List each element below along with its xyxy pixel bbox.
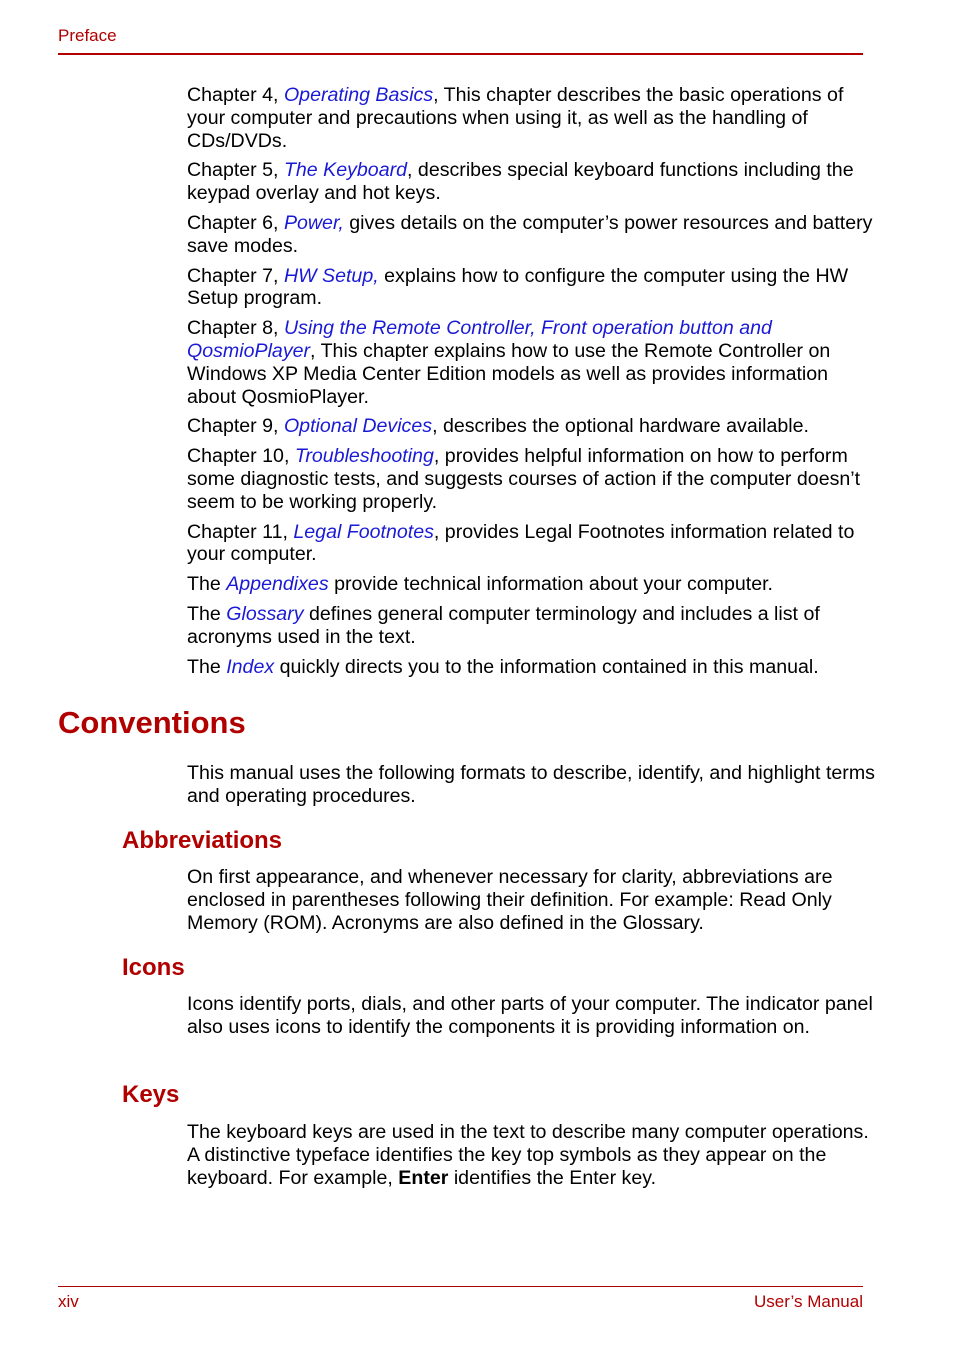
chapter-link[interactable]: Power, (283, 211, 344, 234)
keys-block (187, 1121, 879, 1189)
enter-key-label: Enter (398, 1166, 449, 1189)
chapter-description: , This chapter describes the basic operations of your computer and precautions when using it, as well as the handling of CDs/DVDs. (187, 84, 844, 152)
chapter-prefix: Chapter 10, (187, 445, 295, 468)
keys-text (187, 1121, 879, 1189)
chapter-description: , provides helpful information on how to perform some diagnostic tests, and suggests courses of action if the computer doesn’t seem to be working properly. (187, 445, 861, 513)
chapter-description: gives details on the computer’s power resources and battery save modes. (187, 211, 873, 257)
chapter-description: , describes special keyboard functions including the keypad overlay and hot keys. (187, 159, 854, 205)
chapter-link[interactable]: Operating Basics (283, 84, 434, 106)
chapter-link[interactable]: Legal Footnotes (293, 520, 434, 543)
chapter-description: quickly directs you to the information contained in this manual. (274, 655, 819, 678)
chapter-prefix: Chapter 11, (187, 520, 294, 543)
chapter-link[interactable]: Appendixes (226, 573, 329, 596)
chapter-entry (187, 415, 879, 438)
chapter-link[interactable]: Index (226, 655, 275, 678)
chapter-entry (187, 212, 879, 258)
chapter-entry (187, 265, 879, 311)
chapter-link[interactable]: Using the Remote Controller, Front operation button and QosmioPlayer (187, 317, 772, 362)
chapter-entry (187, 317, 879, 408)
icons-block (187, 993, 879, 1039)
footer-rule (58, 1286, 863, 1287)
page-number: xiv (58, 1292, 79, 1311)
chapter-prefix: Chapter 6, (187, 211, 284, 234)
chapter-entry (187, 656, 879, 679)
chapter-description: , describes the optional hardware available. (432, 415, 809, 438)
chapter-prefix: Chapter 8, (187, 317, 284, 340)
chapter-prefix: The (187, 573, 227, 596)
chapter-prefix: Chapter 5, (187, 159, 284, 182)
chapter-description: , provides Legal Footnotes information related to your computer. (187, 520, 855, 566)
chapter-entry (187, 445, 879, 513)
chapter-description: provide technical information about your computer. (328, 573, 773, 596)
subheading-keys: Keys (122, 1081, 180, 1108)
chapter-link[interactable]: Optional Devices (283, 415, 433, 438)
chapter-entry (187, 84, 879, 152)
chapter-entry (187, 521, 879, 567)
chapter-prefix: Chapter 4, (187, 84, 284, 106)
chapter-description: , This chapter explains how to use the Remote Controller on Windows XP Media Center Edition models as well as provides information about QosmioPlayer. (187, 339, 831, 408)
chapter-description: explains how to configure the computer using the HW Setup program. (187, 264, 849, 310)
abbreviations-block (187, 866, 879, 934)
chapter-entry (187, 573, 879, 596)
icons-text: Icons identify ports, dials, and other parts of your computer. The indicator panel also uses icons to identify the components it is providing information on. (187, 993, 873, 1038)
chapter-link[interactable]: Glossary (226, 602, 304, 625)
chapter-link[interactable]: Troubleshooting (294, 445, 434, 468)
abbreviations-text: On first appearance, and whenever necessary for clarity, abbreviations are enclosed in parentheses following their definition. For example: Read Only Memory (ROM). Acronyms are also defined in the Glossary. (187, 866, 833, 934)
chapter-prefix: Chapter 7, (187, 264, 284, 287)
chapter-description: defines general computer terminology and includes a list of acronyms used in the text. (187, 602, 820, 648)
subheading-icons: Icons (122, 954, 185, 981)
chapter-link[interactable]: HW Setup, (283, 264, 379, 287)
manual-title: User’s Manual (754, 1292, 863, 1311)
section-heading-conventions: Conventions (58, 705, 246, 740)
subheading-abbreviations: Abbreviations (122, 827, 283, 854)
chapter-entry (187, 159, 879, 205)
keys-text-start: The keyboard keys are used in the text to describe many computer operations. A distinctive typeface identifies the key top symbols as they appear on the keyboard. For example, (187, 1121, 869, 1189)
conventions-intro-block (187, 762, 879, 808)
header-rule (58, 53, 863, 55)
conventions-intro: This manual uses the following formats to describe, identify, and highlight terms and operating procedures. (187, 762, 875, 807)
chapter-prefix: Chapter 9, (187, 415, 284, 438)
chapter-prefix: The (187, 602, 227, 625)
keys-text-end: identifies the Enter key. (448, 1166, 657, 1189)
chapter-entry (187, 603, 879, 649)
chapter-list (187, 84, 879, 678)
chapter-link[interactable]: The Keyboard (283, 159, 408, 182)
running-header: Preface (58, 26, 117, 45)
chapter-prefix: The (187, 655, 227, 678)
